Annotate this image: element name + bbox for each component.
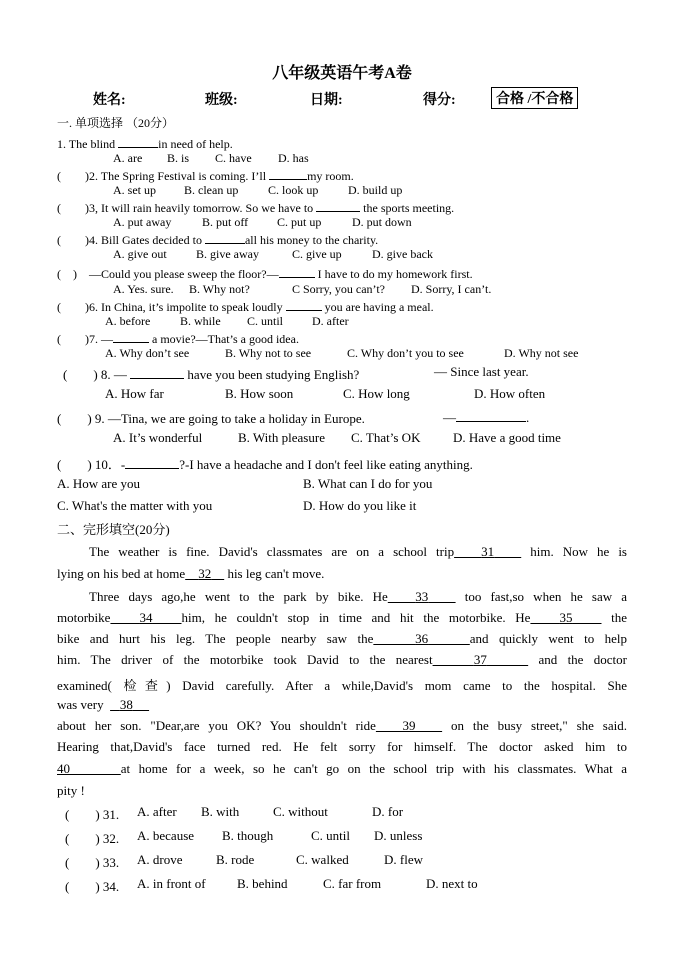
q32-option-c: C. until <box>311 828 351 843</box>
q9-option-c: C. That’s OK <box>351 430 421 445</box>
passage-l3-text: Three days ago,he went to the park by bike. He <box>89 589 388 604</box>
q32-option-d: D. unless <box>374 828 423 843</box>
q7-option-c: C. Why don’t you to see <box>347 346 464 360</box>
q2-stem-b: my room. <box>307 169 354 183</box>
q2-blank <box>269 167 307 180</box>
q33-option-c: C. walked <box>296 852 349 867</box>
q1-option-c: C. have <box>215 151 252 165</box>
q31-option-b: B. with <box>201 804 240 819</box>
question-10 <box>57 454 473 473</box>
q34-option-d: D. next to <box>426 876 478 891</box>
q5-blank <box>279 265 315 278</box>
name-label: 姓名: <box>93 93 126 108</box>
q34-number: ( ) 34. <box>65 879 120 894</box>
q5-stem-a: ( ) —Could you please sweep the floor?— <box>57 267 279 281</box>
passage-l2-text: lying on his bed at home <box>57 566 186 581</box>
passage-line-9 <box>57 718 627 734</box>
blank-34: 34 <box>139 610 153 625</box>
q31-option-a: A. after <box>137 804 177 819</box>
q7-option-d: D. Why not see <box>504 346 579 360</box>
q1-option-d: D. has <box>278 151 309 165</box>
q4-blank <box>205 231 245 244</box>
q3-stem-b: the sports meeting. <box>360 201 455 215</box>
q4-stem-b: all his money to the charity. <box>244 233 379 247</box>
question-3 <box>57 199 454 216</box>
q8-option-a: A. How far <box>105 386 164 401</box>
q2-option-d: D. build up <box>348 183 403 197</box>
question-8 <box>63 364 359 383</box>
passage-line-6 <box>57 652 627 668</box>
passage-l6-text: him. The driver of the motorbike took David to the nearest <box>57 652 433 667</box>
q4-option-d: D. give back <box>372 247 433 261</box>
q6-option-c: C. until <box>247 314 284 328</box>
passage-l8-text: was very <box>57 697 104 712</box>
q3-stem-a: ( )3, It will rain heavily tomorrow. So we have to <box>57 201 317 215</box>
q5-option-c: C Sorry, you can’t? <box>292 282 385 296</box>
q10-blank <box>125 455 179 469</box>
q33-number: ( ) 33. <box>65 855 120 870</box>
passage-l4-text: motorbike <box>57 610 111 625</box>
question-1 <box>57 135 233 152</box>
q8-stem-a: ( ) 8. — <box>63 367 131 382</box>
passage-l3-tail: too fast,so when he saw a <box>455 589 627 604</box>
passage-line-11 <box>57 761 627 777</box>
q7-option-b: B. Why not to see <box>225 346 312 360</box>
date-label: 日期: <box>310 93 343 108</box>
q8-stem-c: — Since last year. <box>434 364 529 379</box>
question-7 <box>57 330 299 347</box>
score-label: 得分: <box>423 93 456 108</box>
q10-option-a: A. How are you <box>57 476 141 491</box>
passage-l1-tail: him. Now he is <box>521 544 627 559</box>
q7-blank <box>113 330 149 343</box>
q6-option-d: D. after <box>312 314 349 328</box>
q2-option-c: C. look up <box>268 183 319 197</box>
q9-option-d: D. Have a good time <box>453 430 561 445</box>
q9-blank <box>456 408 526 422</box>
q8-option-d: D. How often <box>474 386 546 401</box>
q31-option-c: C. without <box>273 804 328 819</box>
q7-stem-a: ( )7. — <box>57 332 113 346</box>
passage-line-3 <box>89 589 627 605</box>
q6-option-b: B. while <box>180 314 221 328</box>
passage-line-1 <box>89 544 627 560</box>
blank-36: 36 <box>415 631 429 646</box>
q9-option-a: A. It’s wonderful <box>113 430 203 445</box>
q9-answer-line <box>443 408 529 426</box>
passage-l9-text: about her son. "Dear,are you OK? You shouldn't ride <box>57 718 376 733</box>
blank-40: 40 <box>57 761 70 776</box>
q9-stem-c: . <box>526 410 530 425</box>
q4-option-a: A. give out <box>113 247 167 261</box>
q3-option-a: A. put away <box>113 215 172 229</box>
pass-fail-box: 合格 /不合格 <box>491 87 578 109</box>
q10-stem-a: ( ) 10．- <box>57 457 126 472</box>
blank-31: 31 <box>481 544 495 559</box>
passage-line-5 <box>57 631 627 647</box>
q8-option-b: B. How soon <box>225 386 294 401</box>
q33-option-d: D. flew <box>384 852 423 867</box>
passage-l6-tail: and the doctor <box>528 652 627 667</box>
q3-option-c: C. put up <box>277 215 322 229</box>
q5-option-a: A. Yes. sure. <box>113 282 174 296</box>
passage-l9-tail: on the busy street," she said. <box>442 718 627 733</box>
q31-option-d: D. for <box>372 804 404 819</box>
q1-stem-b: in need of help. <box>158 137 233 151</box>
passage-line-4 <box>57 610 627 626</box>
q1-stem-a: 1. The blind <box>57 137 119 151</box>
q9-stem-b: — <box>443 410 456 425</box>
q31-number: ( ) 31. <box>65 807 120 822</box>
blank-32: 32 <box>198 566 212 581</box>
question-9: ( ) 9. —Tina, we are going to take a holiday in Europe. <box>57 411 365 426</box>
class-label: 班级: <box>205 93 238 108</box>
section2-heading: 二、完形填空(20分) <box>57 522 170 537</box>
q34-option-b: B. behind <box>237 876 288 891</box>
q33-option-b: B. rode <box>216 852 255 867</box>
blank-39: 39 <box>402 718 416 733</box>
q32-option-b: B. though <box>222 828 274 843</box>
q5-stem-b: I have to do my homework first. <box>314 267 473 281</box>
passage-l2-tail: his leg can't move. <box>224 566 325 581</box>
passage-line-8 <box>57 697 149 713</box>
passage-line-10: Hearing that,David's face turned red. He felt sorry for himself. The doctor asked him to <box>57 739 627 754</box>
question-4 <box>57 231 378 248</box>
q2-stem-a: ( )2. The Spring Festival is coming. I’ll <box>57 169 270 183</box>
section1-heading: 一. 单项选择 （20分） <box>57 116 175 130</box>
q1-option-a: A. are <box>113 151 143 165</box>
question-5 <box>57 265 473 282</box>
q1-blank <box>118 135 158 148</box>
q3-blank <box>316 199 360 212</box>
passage-l11-text: at home for a week, so he can't go on the school trip with his classmates. What a <box>120 761 628 776</box>
question-2 <box>57 167 354 184</box>
q8-option-c: C. How long <box>343 386 410 401</box>
blank-33: 33 <box>415 589 429 604</box>
passage-l5-tail: and quickly went to help <box>469 631 628 646</box>
q10-stem-b: ?-I have a headache and I don't feel like eating anything. <box>179 457 473 472</box>
q10-option-b: B. What can I do for you <box>303 476 433 491</box>
q5-option-d: D. Sorry, I can’t. <box>411 282 492 296</box>
q10-option-c: C. What's the matter with you <box>57 498 213 513</box>
q6-blank <box>286 298 322 311</box>
passage-line-7: examined( 检查) David carefully. After a while,David's mom came to the hospital. She <box>57 678 627 693</box>
q3-option-d: D. put down <box>352 215 412 229</box>
q6-stem-b: you are having a meal. <box>321 300 434 314</box>
passage-l4-tail: the <box>601 610 628 625</box>
q4-option-c: C. give up <box>292 247 342 261</box>
q7-stem-b: a movie?—That’s a good idea. <box>149 332 299 346</box>
q2-option-a: A. set up <box>113 183 156 197</box>
passage-line-12: pity ! <box>57 783 85 798</box>
q1-option-b: B. is <box>167 151 190 165</box>
q6-stem-a: ( )6. In China, it’s impolite to speak loudly <box>57 300 286 314</box>
q8-blank <box>130 365 184 379</box>
q8-stem-b: have you been studying English? <box>184 367 360 382</box>
passage-l5-text: bike and hurt his leg. The people nearby saw the <box>57 631 374 646</box>
q5-option-b: B. Why not? <box>189 282 250 296</box>
question-6 <box>57 298 434 315</box>
q4-stem-a: ( )4. Bill Gates decided to <box>57 233 205 247</box>
blank-38: 38 <box>119 697 133 712</box>
q6-option-a: A. before <box>105 314 151 328</box>
passage-line-2 <box>57 566 324 582</box>
q34-option-a: A. in front of <box>137 876 206 891</box>
q32-option-a: A. because <box>137 828 195 843</box>
q10-option-d: D. How do you like it <box>303 498 417 513</box>
passage-l1-text: The weather is fine. David's classmates are on a school trip <box>89 544 455 559</box>
passage-l4-mid: him, he couldn't stop in time and hit the motorbike. He <box>181 610 531 625</box>
q4-option-b: B. give away <box>196 247 259 261</box>
q7-option-a: A. Why don’t see <box>105 346 190 360</box>
q33-option-a: A. drove <box>137 852 183 867</box>
q2-option-b: B. clean up <box>184 183 239 197</box>
q32-number: ( ) 32. <box>65 831 120 846</box>
blank-37: 37 <box>473 652 487 667</box>
q34-option-c: C. far from <box>323 876 382 891</box>
q9-option-b: B. With pleasure <box>238 430 325 445</box>
q3-option-b: B. put off <box>202 215 249 229</box>
page-title: 八年级英语午考A卷 <box>272 65 412 82</box>
blank-35: 35 <box>559 610 573 625</box>
